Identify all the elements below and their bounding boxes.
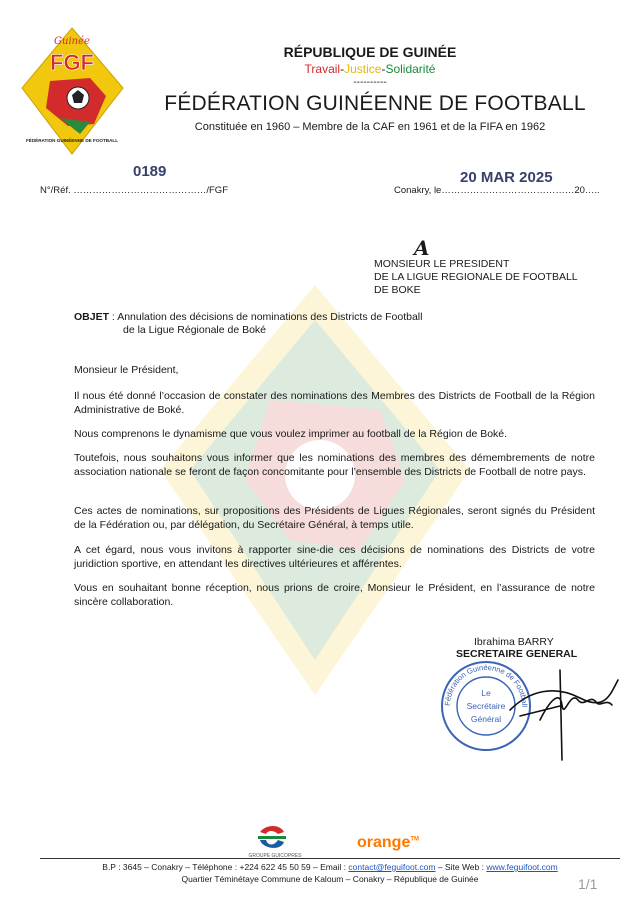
- sponsor-orange: [357, 834, 419, 852]
- recipient-prefix: A: [414, 236, 430, 260]
- paragraph-6: Vous en souhaitant bonne réception, nous prions de croire, Monsieur le Président, en l’assurance de notre sincère collaboration.: [74, 582, 595, 608]
- reference-line: N°/Réf. ……………………………………/FGF: [40, 185, 228, 196]
- fgf-logo: [20, 26, 125, 156]
- signatory-name: Ibrahima BARRY: [474, 636, 554, 648]
- subject-line-2: de la Ligue Régionale de Boké: [123, 324, 267, 336]
- motto: [200, 62, 540, 76]
- sponsor-orange-label: orange: [357, 834, 411, 851]
- header-dashes: ----------: [353, 77, 387, 88]
- recipient-line-1: MONSIEUR LE PRESIDENT: [374, 258, 510, 270]
- constitution-line: Constituée en 1960 – Membre de la CAF en 1961 et de la FIFA en 1962: [194, 121, 546, 133]
- paragraph-1: Il nous été donné l’occasion de constater des nominations des Membres des Districts de Football de la Région Administrative de Boké.: [74, 390, 595, 416]
- paragraph-4: Ces actes de nominations, sur propositions des Présidents de Ligues Régionales, seront signés du Président de la Fédération ou, par délégation, du Secrétaire Général, à temps utile.: [74, 505, 595, 531]
- footer-rule: [40, 858, 620, 859]
- subject-line-1: Annulation des décisions de nominations des Districts de Football: [117, 311, 423, 323]
- signatory-title: SECRETAIRE GENERAL: [456, 648, 578, 660]
- motto-sep-2: -: [381, 62, 386, 76]
- footer-line-1: [40, 862, 620, 872]
- recipient-line-2: DE LA LIGUE REGIONALE DE FOOTBALL: [374, 271, 578, 283]
- footer-contact-text: B.P : 3645 – Conakry – Téléphone : +224 622 45 50 59 – Email :: [102, 862, 349, 872]
- motto-justice: Justice: [344, 62, 382, 76]
- stamp-ring-text: Fédération Guinéenne de Football: [442, 662, 530, 708]
- motto-travail: Travail: [304, 62, 341, 76]
- logo-initials: FGF: [50, 50, 94, 75]
- motto-solidarite: Solidarité: [385, 62, 436, 76]
- sponsor-orange-mark: TM: [410, 836, 420, 843]
- stamp-center-2: Secrétaire: [466, 701, 506, 711]
- federation-title: FÉDÉRATION GUINÉENNE DE FOOTBALL: [164, 92, 586, 115]
- paragraph-5: A cet égard, nous vous invitons à rapporter sine-die ces décisions de nominations des Districts de votre juridiction sportive, en attendant les directives ultérieures et afférentes.: [74, 544, 595, 570]
- stamp-center-1: Le: [481, 688, 491, 698]
- footer-site-label: – Site Web :: [435, 862, 487, 872]
- date-stamp: 20 MAR 2025: [460, 169, 553, 186]
- reference-number: 0189: [133, 163, 167, 180]
- subject-label: OBJET: [74, 311, 110, 323]
- subject-sep: :: [109, 311, 118, 323]
- handwritten-signature: [500, 650, 628, 765]
- paragraph-3: Toutefois, nous souhaitons vous informer que les nominations des membres des démembrements de notre association nationale se feront de façon concomitante pour l’ensemble des Districts de Football de notre pays.: [74, 452, 595, 478]
- footer-email-link[interactable]: contact@feguifoot.com: [348, 862, 436, 872]
- motto-sep-1: -: [340, 62, 345, 76]
- subject: [74, 311, 574, 337]
- paragraph-2: Nous comprenons le dynamisme que vous voulez imprimer au football de la Région de Boké.: [74, 428, 508, 440]
- sponsor-guicopres-label: GROUPE GUICOPRES: [248, 853, 302, 859]
- stamp-center-3: Général: [470, 714, 502, 724]
- salutation: Monsieur le Président,: [74, 364, 179, 376]
- page-indicator: 1/1: [578, 876, 598, 892]
- watermark-logo: [150, 280, 480, 700]
- date-line: Conakry, le……………………………………20…..: [394, 185, 600, 196]
- recipient-line-3: DE BOKE: [374, 284, 421, 296]
- footer-website-link[interactable]: www.feguifoot.com: [486, 862, 558, 872]
- logo-top-text: Guinée: [54, 36, 90, 47]
- logo-ring-text: FÉDÉRATION GUINÉENNE DE FOOTBALL: [25, 138, 119, 143]
- recipient-address: [374, 258, 578, 297]
- republic-title: RÉPUBLIQUE DE GUINÉE: [283, 44, 457, 60]
- footer-line-2: Quartier Téminétaye Commune de Kaloum – Conakry – République de Guinée: [181, 874, 479, 884]
